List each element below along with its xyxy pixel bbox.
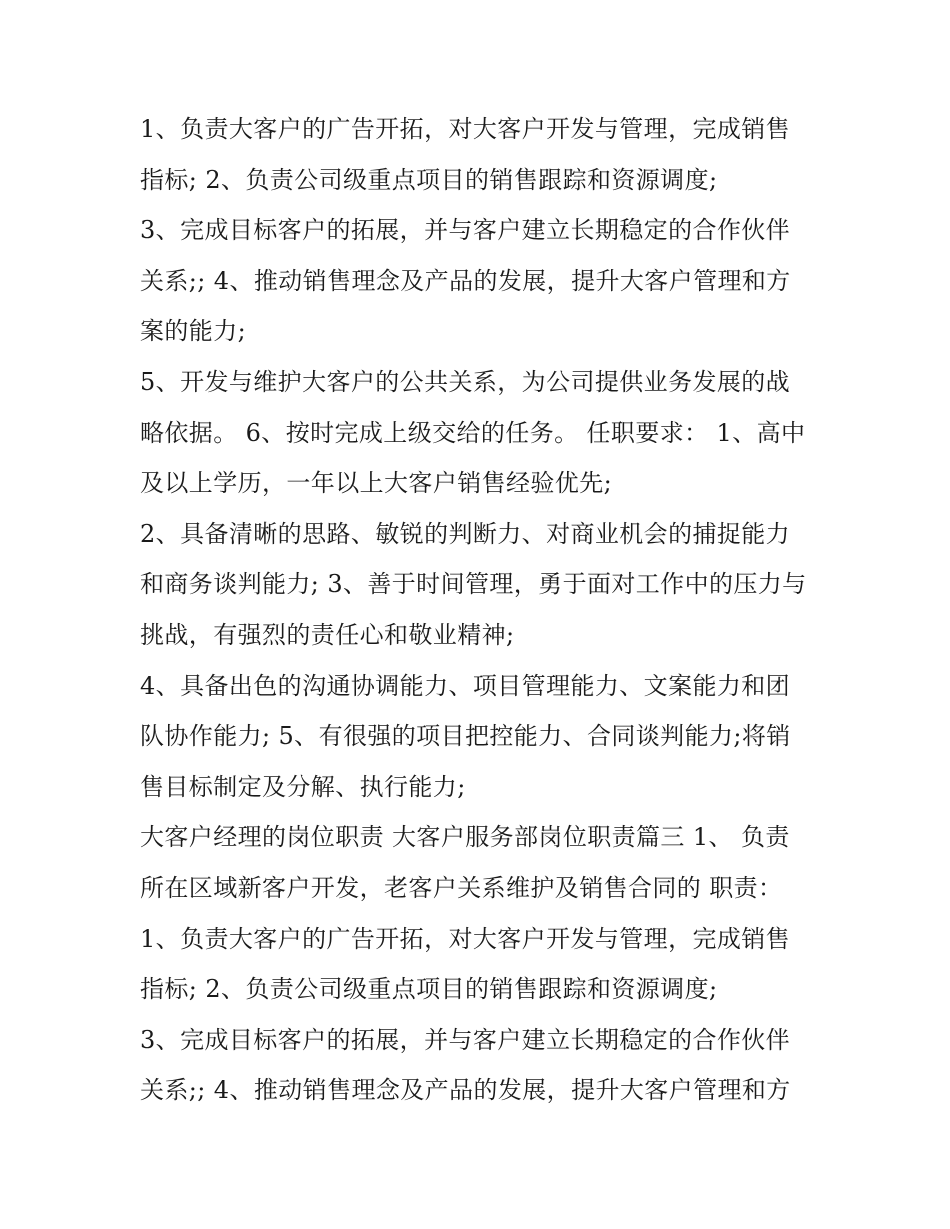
- text-line: 关系;; 4、推动销售理念及产品的发展，提升大客户管理和方: [140, 266, 791, 295]
- text-line: 所在区域新客户开发，老客户关系维护及销售合同的 职责：: [140, 873, 783, 902]
- text-line: 2、具备清晰的思路、敏锐的判断力、对商业机会的捕捉能力: [140, 519, 791, 548]
- text-line: 略依据。 6、按时完成上级交给的任务。 任职要求： 1、高中: [140, 418, 806, 447]
- text-line: 和商务谈判能力; 3、善于时间管理，勇于面对工作中的压力与: [140, 570, 807, 599]
- text-line: 售目标制定及分解、执行能力;: [140, 772, 466, 801]
- text-line: 大客户经理的岗位职责 大客户服务部岗位职责篇三 1、 负责: [140, 823, 790, 852]
- text-line: 5、开发与维护大客户的公共关系，为公司提供业务发展的战: [140, 367, 791, 396]
- text-line: 3、完成目标客户的拓展，并与客户建立长期稳定的合作伙伴: [140, 216, 791, 245]
- text-line: 队协作能力; 5、有很强的项目把控能力、合同谈判能力;将销: [140, 722, 791, 751]
- text-line: 挑战，有强烈的责任心和敬业精神;: [140, 620, 515, 649]
- document-body: [140, 104, 820, 1116]
- text-line: 1、负责大客户的广告开拓，对大客户开发与管理，完成销售: [140, 115, 791, 143]
- text-line: 案的能力;: [140, 317, 247, 346]
- text-line: 4、具备出色的沟通协调能力、项目管理能力、文案能力和团: [140, 671, 791, 700]
- text-line: 指标; 2、负责公司级重点项目的销售跟踪和资源调度;: [140, 975, 718, 1004]
- text-line: 指标; 2、负责公司级重点项目的销售跟踪和资源调度;: [140, 165, 718, 194]
- text-line: 关系;; 4、推动销售理念及产品的发展，提升大客户管理和方: [140, 1076, 791, 1105]
- text-line: 及以上学历，一年以上大客户销售经验优先;: [140, 469, 613, 498]
- text-line: 3、完成目标客户的拓展，并与客户建立长期稳定的合作伙伴: [140, 1025, 791, 1054]
- text-line: 1、负责大客户的广告开拓，对大客户开发与管理，完成销售: [140, 924, 791, 953]
